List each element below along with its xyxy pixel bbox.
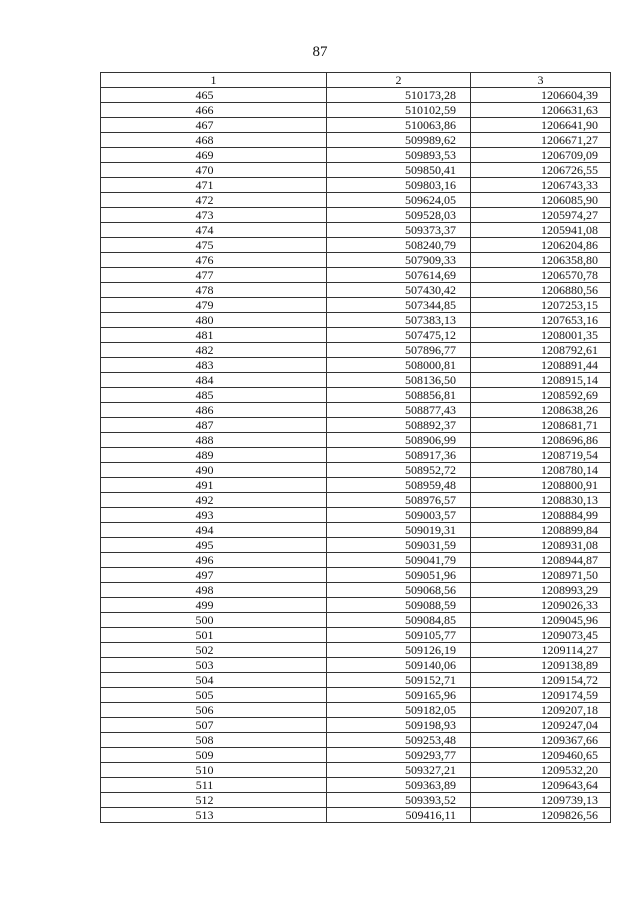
cell-point-number: 493 [101,508,327,523]
cell-y-coordinate: 1206604,39 [471,88,611,103]
cell-point-number: 476 [101,253,327,268]
cell-y-coordinate: 1209073,45 [471,628,611,643]
table-row [101,448,611,463]
table-row [101,748,611,763]
cell-y-coordinate: 1209045,96 [471,613,611,628]
cell-y-coordinate: 1206743,33 [471,178,611,193]
table-row [101,568,611,583]
cell-point-number: 473 [101,208,327,223]
table-row [101,598,611,613]
cell-y-coordinate: 1209643,64 [471,778,611,793]
cell-x-coordinate: 508136,50 [327,373,471,388]
table-row [101,403,611,418]
table-row [101,688,611,703]
cell-x-coordinate: 509019,31 [327,523,471,538]
cell-x-coordinate: 508000,81 [327,358,471,373]
cell-x-coordinate: 509803,16 [327,178,471,193]
cell-y-coordinate: 1208899,84 [471,523,611,538]
table-row [101,238,611,253]
cell-y-coordinate: 1208792,61 [471,343,611,358]
table-row [101,388,611,403]
cell-point-number: 502 [101,643,327,658]
cell-point-number: 504 [101,673,327,688]
table-row [101,268,611,283]
cell-point-number: 509 [101,748,327,763]
cell-point-number: 486 [101,403,327,418]
cell-y-coordinate: 1206709,09 [471,148,611,163]
cell-x-coordinate: 508877,43 [327,403,471,418]
cell-y-coordinate: 1208001,35 [471,328,611,343]
table-row [101,328,611,343]
cell-point-number: 501 [101,628,327,643]
cell-x-coordinate: 510173,28 [327,88,471,103]
cell-point-number: 511 [101,778,327,793]
cell-x-coordinate: 509528,03 [327,208,471,223]
table-row [101,508,611,523]
cell-x-coordinate: 507430,42 [327,283,471,298]
cell-y-coordinate: 1208915,14 [471,373,611,388]
cell-x-coordinate: 509031,59 [327,538,471,553]
table-row [101,613,611,628]
cell-x-coordinate: 509198,93 [327,718,471,733]
cell-x-coordinate: 509373,37 [327,223,471,238]
cell-point-number: 477 [101,268,327,283]
cell-y-coordinate: 1208971,50 [471,568,611,583]
cell-y-coordinate: 1206204,86 [471,238,611,253]
cell-y-coordinate: 1208993,29 [471,583,611,598]
table-row [101,88,611,103]
cell-x-coordinate: 510102,59 [327,103,471,118]
table-row [101,658,611,673]
cell-x-coordinate: 509416,11 [327,808,471,823]
cell-point-number: 508 [101,733,327,748]
table-row [101,103,611,118]
table-body [101,88,611,823]
table-row [101,718,611,733]
cell-point-number: 483 [101,358,327,373]
cell-point-number: 498 [101,583,327,598]
cell-x-coordinate: 509105,77 [327,628,471,643]
cell-y-coordinate: 1206880,56 [471,283,611,298]
cell-point-number: 478 [101,283,327,298]
cell-x-coordinate: 509165,96 [327,688,471,703]
cell-point-number: 466 [101,103,327,118]
table-row [101,733,611,748]
table-row [101,418,611,433]
cell-x-coordinate: 508240,79 [327,238,471,253]
cell-x-coordinate: 508856,81 [327,388,471,403]
cell-y-coordinate: 1209138,89 [471,658,611,673]
cell-y-coordinate: 1209154,72 [471,673,611,688]
cell-y-coordinate: 1206631,63 [471,103,611,118]
cell-point-number: 468 [101,133,327,148]
table-row [101,358,611,373]
cell-y-coordinate: 1208891,44 [471,358,611,373]
cell-x-coordinate: 509393,52 [327,793,471,808]
cell-x-coordinate: 509051,96 [327,568,471,583]
table-row [101,193,611,208]
table-row [101,553,611,568]
table-row [101,253,611,268]
cell-point-number: 499 [101,598,327,613]
cell-point-number: 467 [101,118,327,133]
cell-point-number: 474 [101,223,327,238]
cell-x-coordinate: 509850,41 [327,163,471,178]
cell-y-coordinate: 1209026,33 [471,598,611,613]
cell-x-coordinate: 507475,12 [327,328,471,343]
cell-x-coordinate: 508906,99 [327,433,471,448]
cell-x-coordinate: 509624,05 [327,193,471,208]
cell-y-coordinate: 1209367,66 [471,733,611,748]
cell-point-number: 503 [101,658,327,673]
cell-point-number: 484 [101,373,327,388]
cell-y-coordinate: 1206085,90 [471,193,611,208]
table-row [101,523,611,538]
cell-y-coordinate: 1205941,08 [471,223,611,238]
cell-point-number: 481 [101,328,327,343]
cell-point-number: 465 [101,88,327,103]
coordinates-table [100,72,611,823]
table-row [101,208,611,223]
cell-x-coordinate: 509084,85 [327,613,471,628]
cell-point-number: 471 [101,178,327,193]
cell-point-number: 490 [101,463,327,478]
cell-y-coordinate: 1209739,13 [471,793,611,808]
cell-y-coordinate: 1206641,90 [471,118,611,133]
cell-x-coordinate: 508959,48 [327,478,471,493]
cell-y-coordinate: 1209174,59 [471,688,611,703]
column-header-point-number: 1 [101,73,327,88]
cell-y-coordinate: 1207253,15 [471,298,611,313]
cell-x-coordinate: 509182,05 [327,703,471,718]
cell-y-coordinate: 1209826,56 [471,808,611,823]
cell-point-number: 513 [101,808,327,823]
cell-point-number: 480 [101,313,327,328]
table-row [101,223,611,238]
page-number: 87 [312,44,328,60]
table-row [101,763,611,778]
table-row [101,808,611,823]
cell-x-coordinate: 509363,89 [327,778,471,793]
cell-x-coordinate: 507614,69 [327,268,471,283]
cell-x-coordinate: 509293,77 [327,748,471,763]
cell-x-coordinate: 509068,56 [327,583,471,598]
cell-point-number: 485 [101,388,327,403]
cell-y-coordinate: 1209207,18 [471,703,611,718]
cell-x-coordinate: 507344,85 [327,298,471,313]
table-row [101,463,611,478]
table-row [101,313,611,328]
cell-point-number: 500 [101,613,327,628]
table-row [101,478,611,493]
cell-point-number: 496 [101,553,327,568]
table-row [101,583,611,598]
table-row [101,538,611,553]
cell-y-coordinate: 1206671,27 [471,133,611,148]
cell-x-coordinate: 510063,86 [327,118,471,133]
cell-point-number: 479 [101,298,327,313]
cell-x-coordinate: 509041,79 [327,553,471,568]
table-row [101,133,611,148]
cell-x-coordinate: 509140,06 [327,658,471,673]
table-row [101,703,611,718]
cell-point-number: 469 [101,148,327,163]
cell-x-coordinate: 507896,77 [327,343,471,358]
cell-x-coordinate: 509893,53 [327,148,471,163]
table-row [101,673,611,688]
cell-point-number: 506 [101,703,327,718]
table-row [101,343,611,358]
cell-point-number: 497 [101,568,327,583]
cell-y-coordinate: 1206358,80 [471,253,611,268]
cell-y-coordinate: 1209247,04 [471,718,611,733]
cell-y-coordinate: 1208681,71 [471,418,611,433]
cell-point-number: 491 [101,478,327,493]
cell-y-coordinate: 1208830,13 [471,493,611,508]
cell-point-number: 487 [101,418,327,433]
cell-point-number: 512 [101,793,327,808]
cell-x-coordinate: 508892,37 [327,418,471,433]
cell-x-coordinate: 509253,48 [327,733,471,748]
table-row [101,298,611,313]
table-row [101,793,611,808]
cell-y-coordinate: 1208719,54 [471,448,611,463]
cell-y-coordinate: 1208800,91 [471,478,611,493]
table-row [101,373,611,388]
cell-x-coordinate: 509327,21 [327,763,471,778]
table-row [101,283,611,298]
cell-point-number: 475 [101,238,327,253]
cell-y-coordinate: 1208638,26 [471,403,611,418]
table-row [101,118,611,133]
table-row [101,643,611,658]
cell-y-coordinate: 1208884,99 [471,508,611,523]
cell-point-number: 495 [101,538,327,553]
cell-x-coordinate: 509126,19 [327,643,471,658]
cell-x-coordinate: 507909,33 [327,253,471,268]
table-row [101,163,611,178]
cell-x-coordinate: 509989,62 [327,133,471,148]
cell-y-coordinate: 1208931,08 [471,538,611,553]
cell-point-number: 492 [101,493,327,508]
table-row [101,433,611,448]
cell-y-coordinate: 1206726,55 [471,163,611,178]
cell-y-coordinate: 1209460,65 [471,748,611,763]
table-header-row [101,73,611,88]
cell-x-coordinate: 507383,13 [327,313,471,328]
cell-point-number: 494 [101,523,327,538]
column-header-x-coordinate: 2 [327,73,471,88]
cell-x-coordinate: 508976,57 [327,493,471,508]
cell-y-coordinate: 1208944,87 [471,553,611,568]
cell-x-coordinate: 508952,72 [327,463,471,478]
column-header-y-coordinate: 3 [471,73,611,88]
cell-point-number: 510 [101,763,327,778]
table-row [101,493,611,508]
cell-y-coordinate: 1205974,27 [471,208,611,223]
cell-point-number: 505 [101,688,327,703]
cell-y-coordinate: 1208696,86 [471,433,611,448]
cell-y-coordinate: 1207653,16 [471,313,611,328]
cell-x-coordinate: 509152,71 [327,673,471,688]
table-row [101,148,611,163]
cell-y-coordinate: 1208780,14 [471,463,611,478]
cell-y-coordinate: 1209532,20 [471,763,611,778]
table-row [101,628,611,643]
table-row [101,778,611,793]
cell-x-coordinate: 509088,59 [327,598,471,613]
cell-point-number: 507 [101,718,327,733]
table-row [101,178,611,193]
cell-point-number: 489 [101,448,327,463]
cell-x-coordinate: 508917,36 [327,448,471,463]
cell-y-coordinate: 1209114,27 [471,643,611,658]
cell-y-coordinate: 1206570,78 [471,268,611,283]
cell-point-number: 482 [101,343,327,358]
cell-point-number: 488 [101,433,327,448]
cell-y-coordinate: 1208592,69 [471,388,611,403]
cell-x-coordinate: 509003,57 [327,508,471,523]
cell-point-number: 470 [101,163,327,178]
cell-point-number: 472 [101,193,327,208]
